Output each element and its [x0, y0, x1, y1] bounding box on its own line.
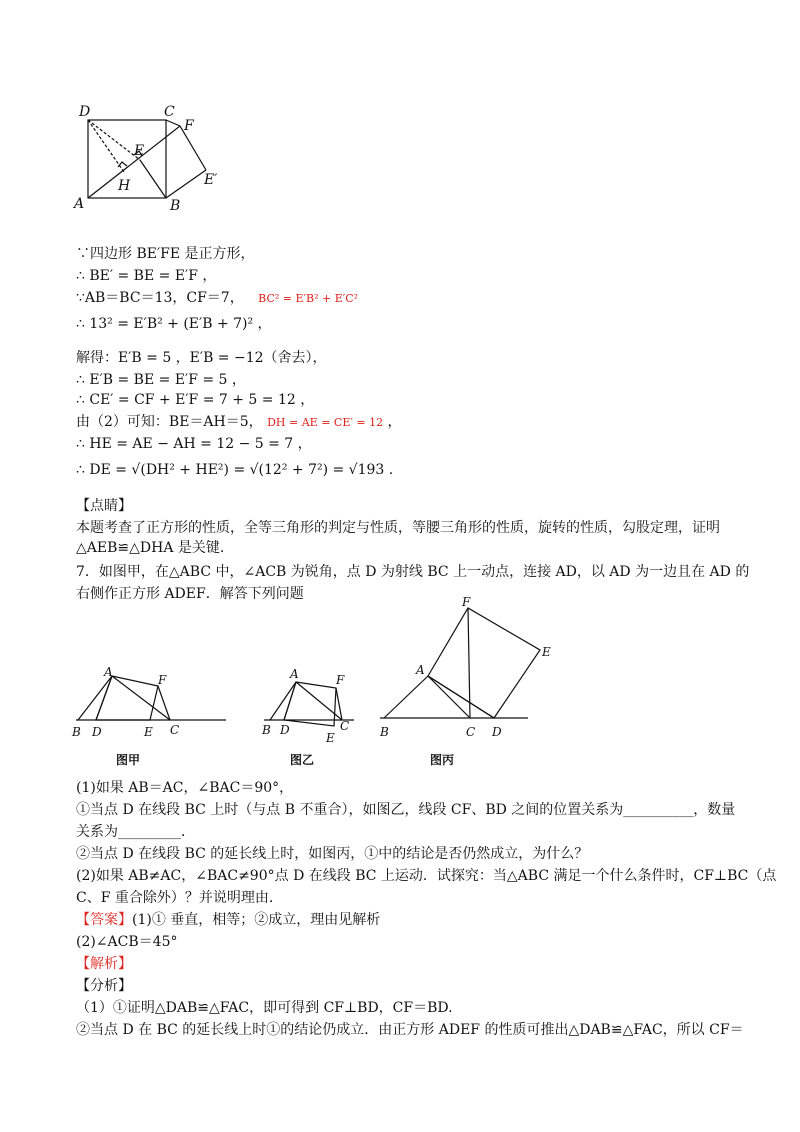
bing-label-E: E — [542, 645, 551, 659]
yi-label-D: D — [280, 723, 290, 737]
solution-line-8-note: DH = AE = CE′ = 12 — [267, 416, 384, 429]
jia-label-D: D — [92, 725, 102, 739]
solution-line-3 — [76, 288, 358, 309]
square-rotation-figure — [70, 98, 250, 214]
label-D: D — [79, 104, 91, 120]
label-A: A — [74, 196, 85, 212]
figure-bing — [372, 594, 572, 774]
bing-label-F: F — [462, 595, 471, 609]
solution-line-2: ∴ BE′ = BE = E′F ， — [76, 268, 217, 284]
yi-label-C: C — [340, 719, 350, 733]
answer-line-1 — [76, 910, 380, 930]
comment-heading: 【点睛】 — [76, 498, 132, 514]
bing-label-D: D — [492, 725, 502, 739]
solution-line-8-main: 由（2）可知：BE＝AH＝5， — [76, 414, 263, 430]
solution-line-5: 解得：E′B = 5 ，E′B = −12（舍去）， — [76, 350, 327, 366]
bing-label-C: C — [466, 725, 476, 739]
question-1a-line-1: ①当点 D 在线段 BC 上时（与点 B 不重合），如图乙，线段 CF、BD 之间的位置关系为__________，数量 — [76, 802, 736, 818]
solution-line-6: ∴ E′B = BE = E′F = 5 ， — [76, 372, 246, 388]
label-F: F — [184, 118, 194, 134]
problem7-intro-1: 7．如图甲，在△ABC 中，∠ACB 为锐角，点 D 为射线 BC 上一动点，连接 AD，以 AD 为一边且在 AD 的 — [76, 564, 750, 580]
question-1b: ②当点 D 在线段 BC 的延长线上时，如图丙，①中的结论是否仍然成立，为什么？ — [76, 846, 589, 862]
analysis-sub: 【分析】 — [76, 978, 132, 994]
yi-caption: 图乙 — [290, 753, 315, 767]
question-1a-line-2: 关系为_________． — [76, 824, 195, 840]
analysis-line-2: ②当点 D 在 BC 的延长线上时①的结论仍成立．由正方形 ADEF 的性质可推出△DAB≌△FAC，所以 CF＝ — [76, 1022, 744, 1038]
figure-yi — [260, 664, 360, 774]
label-H: H — [118, 178, 131, 194]
jia-caption: 图甲 — [116, 753, 141, 767]
question-2-line-1: (2)如果 AB≠AC，∠BAC≠90°点 D 在线段 BC 上运动．试探究：当△ABC 满足一个什么条件时，CF⊥BC（点 — [76, 868, 777, 884]
comment-text: 本题考查了正方形的性质，全等三角形的判定与性质，等腰三角形的性质，旋转的性质，勾股定理，证明△AEB≌△DHA 是关键. — [76, 520, 720, 556]
jia-label-E: E — [144, 725, 153, 739]
solution-line-1: ∵四边形 BE′FE 是正方形， — [76, 246, 255, 262]
solution-line-4: ∴ 13² = E′B² + (E′B + 7)² ， — [76, 316, 272, 332]
bing-label-A: A — [416, 663, 425, 677]
analysis-line-1: （1）①证明△DAB≌△FAC，即可得到 CF⊥BD，CF＝BD. — [76, 1000, 453, 1016]
yi-label-F: F — [336, 673, 345, 687]
problem7-intro-2: 右侧作正方形 ADEF．解答下列问题 — [76, 586, 304, 602]
label-E-prime: E′ — [204, 172, 218, 188]
bing-label-B: B — [380, 725, 389, 739]
answer-tag: 【答案】 — [76, 912, 132, 928]
solution-line-3-note: BC² = E′B² + E′C² — [258, 292, 359, 305]
solution-line-7: ∴ CE′ = CF + E′F = 7 + 5 = 12 ， — [76, 392, 315, 408]
label-E: E — [134, 143, 145, 159]
figure-jia — [70, 664, 230, 774]
label-B: B — [170, 198, 181, 214]
question-2-line-2: C、F 重合除外）？并说明理由. — [76, 890, 274, 906]
solution-line-9: ∴ HE = AE − AH = 12 − 5 = 7 ， — [76, 436, 312, 452]
yi-label-E: E — [326, 731, 335, 745]
solution-line-8 — [76, 412, 402, 433]
solution-line-10: ∴ DE = √(DH² + HE²) = √(12² + 7²) = √193 . — [76, 462, 394, 478]
jia-label-B: B — [72, 725, 81, 739]
jia-label-C: C — [170, 723, 180, 737]
yi-label-A: A — [290, 667, 299, 681]
question-1: (1)如果 AB＝AC，∠BAC＝90°， — [76, 780, 294, 796]
yi-label-B: B — [262, 723, 271, 737]
bing-caption: 图丙 — [430, 753, 455, 767]
label-C: C — [164, 104, 175, 120]
answer-text: (1)① 垂直，相等；②成立，理由见解析 — [132, 912, 381, 928]
jia-label-F: F — [158, 673, 167, 687]
jia-label-A: A — [104, 665, 113, 679]
solution-line-8-comma: ， — [387, 414, 402, 430]
solution-line-3-main: ∵AB＝BC＝13，CF＝7， — [76, 290, 244, 306]
answer-line-2: (2)∠ACB＝45° — [76, 934, 178, 950]
analysis-tag: 【解析】 — [76, 956, 132, 972]
